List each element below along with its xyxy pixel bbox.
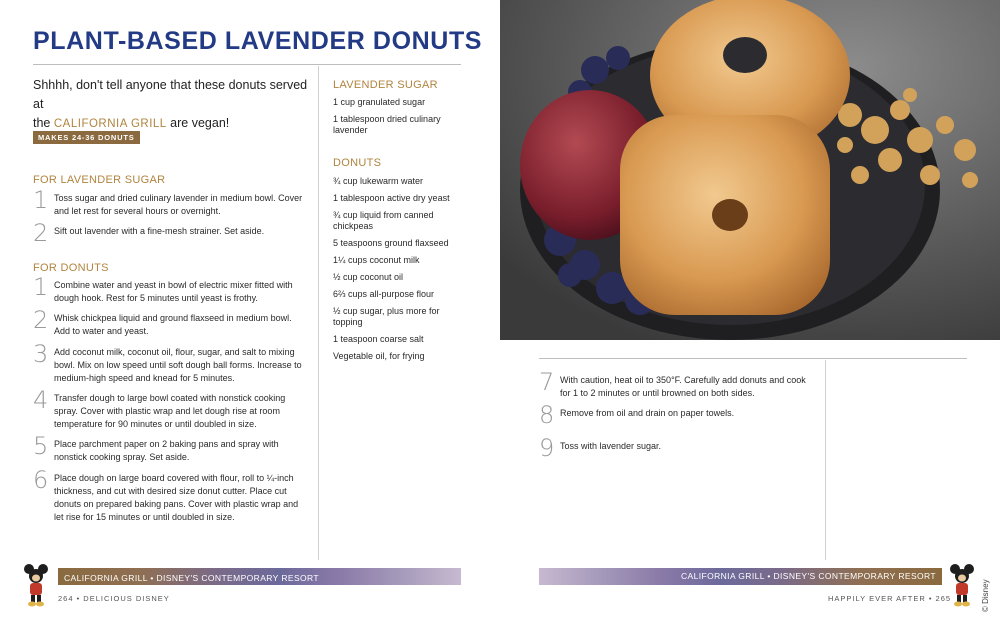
step-number: 6 — [33, 466, 49, 494]
ingredient-item: 5 teaspoons ground flaxseed — [333, 238, 449, 248]
ingredient-item: ½ cup sugar, plus more for topping — [333, 306, 440, 327]
intro-the: the — [33, 116, 51, 130]
step-number: 7 — [539, 368, 555, 396]
step-number: 8 — [539, 401, 555, 429]
ingredients-heading-donuts: DONUTS — [333, 157, 382, 169]
step-number: 5 — [33, 432, 49, 460]
ingredient-item: ¾ cup lukewarm water — [333, 176, 424, 186]
footer-bar-right — [539, 568, 942, 585]
ingredients-heading-lavender: LAVENDER SUGAR — [333, 79, 438, 91]
step-item — [539, 434, 814, 462]
donut-illustration — [500, 0, 1000, 340]
step-text: Place dough on large board covered with flour, roll to ¼-inch thickness, and cut with desired size donut cutter. Place cut donuts on prepared baking pans. Cover with plastic wrap and let rise for 15 minutes or until doubled in size. — [54, 473, 299, 522]
step-text: Toss sugar and dried culinary lavender in medium bowl. Cover and let rest for several hours or overnight. — [54, 193, 303, 216]
step-text: Combine water and yeast in bowl of electric mixer fitted with dough hook. Rest for 5 minutes until yeast is frothy. — [54, 280, 293, 303]
step-number: 2 — [33, 306, 49, 334]
step-text: Sift out lavender with a fine-mesh strainer. Set aside. — [54, 226, 265, 236]
footer-bar-left — [58, 568, 461, 585]
right-column-divider — [825, 360, 826, 560]
step-number: 1 — [33, 273, 49, 301]
intro-restaurant: CALIFORNIA GRILL — [53, 118, 167, 130]
right-divider — [539, 358, 967, 359]
ingredient-item: ½ cup coconut oil — [333, 272, 404, 282]
step-number: 2 — [33, 219, 49, 247]
title-divider — [33, 64, 461, 65]
step-item — [33, 306, 303, 338]
ingredient-item: 1 tablespoon dried culinary lavender — [333, 114, 441, 135]
step-number: 4 — [33, 386, 49, 414]
donut-photo — [500, 0, 1000, 340]
step-item — [33, 219, 303, 247]
step-item — [33, 340, 303, 385]
section-heading-lavender-sugar: FOR LAVENDER SUGAR — [33, 174, 166, 186]
intro-line2-end: are vegan! — [170, 116, 230, 130]
step-text: Transfer dough to large bowl coated with nonstick cooking spray. Cover with plastic wrap and let dough rise at room temperature for 90 minutes or until doubled in size. — [54, 393, 286, 429]
recipe-intro — [33, 76, 308, 134]
step-number: 1 — [33, 186, 49, 214]
page-number-right: HAPPILY EVER AFTER • 265 — [828, 594, 952, 603]
ingredient-item: 1 cup granulated sugar — [333, 97, 426, 107]
mickey-chef-icon — [21, 563, 51, 607]
mickey-chef-icon — [947, 563, 977, 607]
recipe-title: PLANT-BASED LAVENDER DONUTS — [33, 27, 483, 55]
ingredient-item: 6⅔ cups all-purpose flour — [333, 289, 435, 299]
section-heading-donuts: FOR DONUTS — [33, 262, 109, 274]
step-number: 3 — [33, 340, 49, 368]
ingredient-item: 1 tablespoon active dry yeast — [333, 193, 450, 203]
step-item — [33, 186, 303, 218]
step-item — [33, 386, 303, 431]
step-item — [33, 273, 303, 305]
footer-bar-left-text: CALIFORNIA GRILL • DISNEY'S CONTEMPORARY RESORT — [64, 573, 319, 583]
ingredient-item: Vegetable oil, for frying — [333, 351, 425, 361]
column-divider — [318, 66, 319, 560]
step-text: Toss with lavender sugar. — [560, 441, 662, 451]
step-text: Add coconut milk, coconut oil, flour, sugar, and salt to mixing bowl. Mix on low speed until soft dough ball forms. Increase to medium-high speed and knead for 5 minutes. — [54, 347, 302, 383]
page-number-left: 264 • DELICIOUS DISNEY — [58, 594, 170, 603]
step-text: Whisk chickpea liquid and ground flaxseed in medium bowl. Add to water and yeast. — [54, 313, 292, 336]
step-text: Place parchment paper on 2 baking pans and spray with nonstick cooking spray. Set aside. — [54, 439, 279, 462]
step-text: With caution, heat oil to 350°F. Carefully add donuts and cook for 1 to 2 minutes or until browned on both sides. — [560, 375, 806, 398]
step-text: Remove from oil and drain on paper towels. — [560, 408, 735, 418]
step-item — [539, 401, 814, 429]
ingredient-item: ¾ cup liquid from canned chickpeas — [333, 210, 434, 231]
step-number: 9 — [539, 434, 555, 462]
step-item — [33, 432, 303, 464]
step-item — [539, 368, 814, 400]
footer-bar-right-text: CALIFORNIA GRILL • DISNEY'S CONTEMPORARY RESORT — [681, 571, 936, 581]
step-item — [33, 466, 303, 524]
copyright-notice: © Disney — [981, 579, 990, 612]
ingredient-item: 1¼ cups coconut milk — [333, 255, 420, 265]
yield-badge: MAKES 24-36 DONUTS — [33, 131, 140, 144]
ingredient-item: 1 teaspoon coarse salt — [333, 334, 424, 344]
intro-line1: Shhhh, don't tell anyone that these donuts served at — [33, 78, 308, 111]
